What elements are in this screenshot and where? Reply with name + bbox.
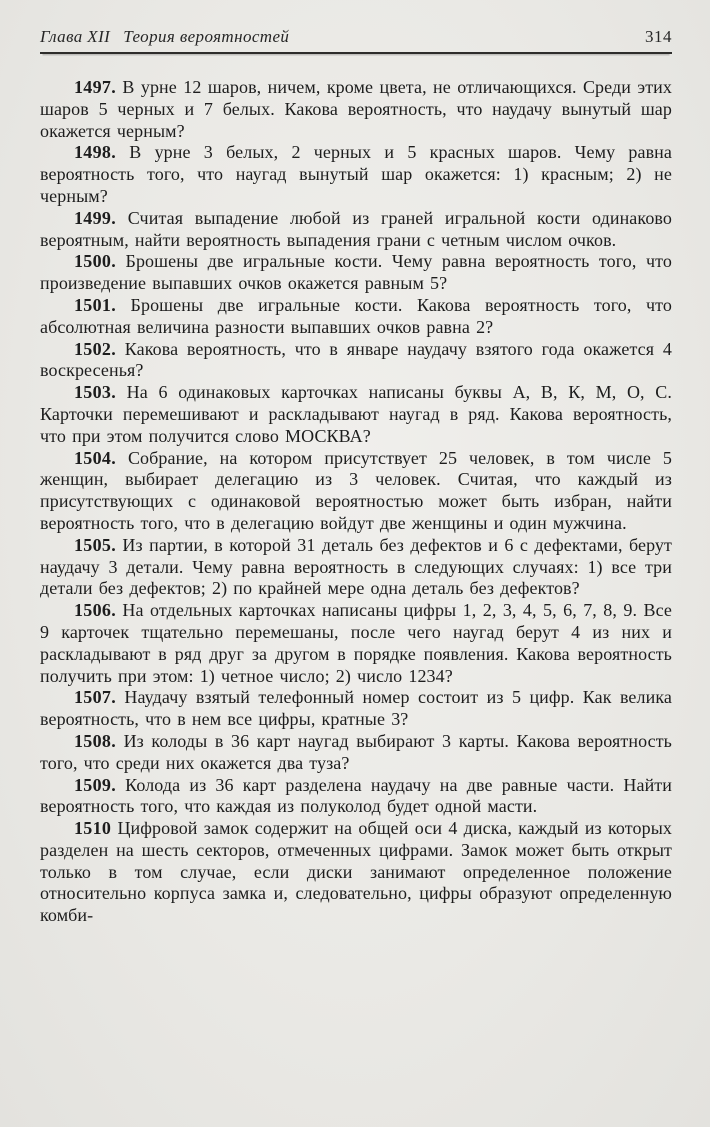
problem-text: В урне 3 белых, 2 черных и 5 красных шаров. Чему равна вероятность того, что наугад вынутый шар окажется: 1) красным; 2) не черным? (40, 142, 672, 206)
chapter-label: Глава XII (40, 27, 111, 46)
chapter-title: Теория вероятностей (123, 27, 290, 46)
problem-text: Колода из 36 карт разделена наудачу на две равные части. Найти вероятность того, что каждая из полуколод будет одной масти. (40, 774, 673, 817)
problem-paragraph (40, 448, 672, 535)
problem-number: 1498. (74, 142, 116, 163)
problem-text: Из колоды в 36 карт наугад выбирают 3 карты. Какова вероятность того, что среди них окажется два туза? (40, 730, 672, 773)
problem-text: Считая выпадение любой из граней игральной кости одинаково вероятным, найти вероятность выпадения грани с четным числом очков. (40, 207, 672, 250)
problem-paragraph (40, 687, 672, 731)
problem-paragraph (40, 382, 672, 447)
problem-paragraph (40, 77, 672, 142)
problem-number: 1501. (74, 294, 116, 315)
problem-number: 1499. (74, 207, 116, 228)
problem-number: 1505. (74, 534, 116, 555)
problem-number: 1502. (74, 338, 116, 359)
problem-number: 1500. (74, 251, 116, 272)
problem-paragraph (40, 600, 672, 687)
problem-text: Цифровой замок содержит на общей оси 4 диска, каждый из которых разделен на шесть секторов, отмеченных цифрами. Замок может быть открыт только в том случае, если диски занимают определенное положение относительно корпуса замка и, следовательно, цифры образуют определенную комби- (40, 818, 672, 926)
problem-text: Брошены две игральные кости. Чему равна вероятность того, что произведение выпавших очков окажется равным 5? (40, 251, 672, 294)
page-number: 314 (645, 27, 672, 46)
problem-paragraph (40, 295, 672, 339)
problem-text: В урне 12 шаров, ничем, кроме цвета, не отличающихся. Среди этих шаров 5 черных и 7 белых. Какова вероятность, что наудачу вынутый шар окажется черным? (40, 77, 672, 141)
problem-text: Наудачу взятый телефонный номер состоит из 5 цифр. Как велика вероятность, что в нем все цифры, кратные 3? (40, 687, 672, 730)
problem-paragraph (40, 208, 672, 252)
problem-number: 1510 (74, 818, 112, 839)
problem-number: 1504. (74, 447, 116, 468)
problem-text: Собрание, на котором присутствует 25 человек, в том числе 5 женщин, выбирает делегацию из 3 человек. Считая, что каждый из присутствующих с одинаковой вероятностью может быть избран, найти вероятность того, что в делегацию войдут две женщины и один мужчина. (40, 447, 672, 533)
problem-text: Из партии, в которой 31 деталь без дефектов и 6 с дефектами, берут наудачу 3 детали. Чему равна вероятность в следующих случаях: 1) все три детали без дефектов; 2) по крайней мере одна деталь без дефектов? (40, 534, 672, 599)
problem-paragraph (40, 251, 672, 295)
problem-number: 1503. (74, 382, 116, 403)
problem-paragraph (40, 339, 672, 383)
problem-paragraph (40, 731, 672, 775)
problem-number: 1508. (74, 730, 116, 751)
problem-text: Брошены две игральные кости. Какова вероятность того, что абсолютная величина разности выпавших очков равна 2? (40, 294, 672, 337)
problems-text-block (40, 77, 672, 927)
problem-paragraph (40, 142, 672, 207)
problem-paragraph (40, 535, 672, 600)
problem-number: 1507. (74, 687, 116, 708)
problem-number: 1509. (74, 774, 116, 795)
problem-paragraph (40, 818, 672, 927)
problem-number: 1506. (74, 600, 116, 621)
problem-text: На отдельных карточках написаны цифры 1, 2, 3, 4, 5, 6, 7, 8, 9. Все 9 карточек тщательно перемешаны, после чего наугад берут 4 из них и раскладывают в ряд друг за другом в порядке появления. Какова вероятность получить при этом: 1) четное число; 2) число 1234? (40, 600, 672, 686)
running-header (40, 27, 672, 54)
problem-paragraph (40, 775, 672, 819)
problem-text: Какова вероятность, что в январе наудачу взятого года окажется 4 воскресенья? (40, 338, 672, 381)
problem-text: На 6 одинаковых карточках написаны буквы А, В, К, М, О, С. Карточки перемешивают и раскладывают наугад в ряд. Какова вероятность, что при этом получится слово МОСКВА? (40, 382, 672, 446)
problem-number: 1497. (74, 77, 116, 97)
chapter-heading (40, 27, 289, 47)
